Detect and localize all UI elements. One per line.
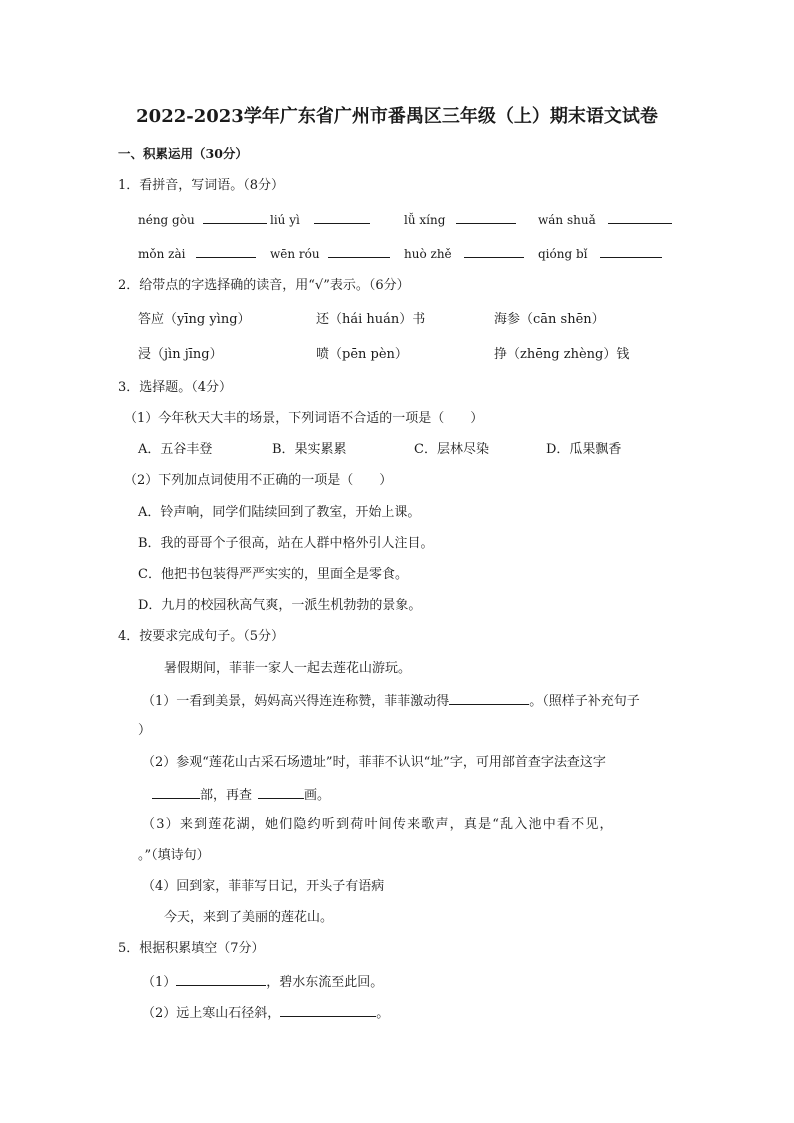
question-3-sub-2: （2）下列加点词使用不正确的一项是（ ） [124, 473, 393, 488]
pinyin-item: mǒn zài [138, 247, 186, 261]
answer-blank[interactable] [456, 210, 516, 224]
answer-blank[interactable] [176, 972, 266, 986]
q4-sentence-2b [152, 785, 330, 805]
q5-item-2 [142, 1003, 389, 1023]
answer-blank[interactable] [314, 210, 370, 224]
q4-sentence-2: （2）参观“莲花山古采石场遗址”时，菲菲不认识“址”字，可用部首查字法查这字 [142, 755, 606, 770]
q4-s1-close: ） [138, 723, 152, 738]
answer-blank[interactable] [280, 1003, 376, 1017]
pinyin-row-1 [138, 210, 267, 230]
question-3-sub-1: （1）今年秋天大丰的场景，下列词语不合适的一项是（ ） [124, 411, 484, 426]
pinyin-item: wēn róu [270, 247, 320, 261]
q4-sentence-1 [142, 691, 640, 711]
reading-choice[interactable]: 答应（yīng yìng） [138, 312, 251, 327]
q4-sentence-4b: 今天，来到了美丽的莲花山。 [164, 910, 334, 925]
q4-sentence-4: （4）回到家，菲菲写日记，开头子有语病 [142, 879, 385, 894]
page-title: 2022-2023学年广东省广州市番禺区三年级（上）期末语文试卷 [136, 106, 658, 127]
answer-blank[interactable] [328, 244, 390, 258]
answer-blank[interactable] [449, 691, 529, 705]
pinyin-row-2b [270, 244, 390, 264]
q4-s1-text: （1）一看到美景，妈妈高兴得连连称赞，菲菲激动得 [142, 694, 450, 709]
pinyin-row-2 [138, 244, 256, 264]
pinyin-row-1b [270, 210, 370, 230]
pinyin-item: néng gòu [138, 213, 195, 227]
pinyin-item: lǚ xíng [404, 213, 446, 227]
option-a[interactable]: A．铃声响，同学们陆续回到了教室，开始上课。 [138, 505, 421, 520]
answer-blank[interactable] [152, 785, 200, 799]
q5-s2-end: 。 [376, 1006, 390, 1021]
option-c[interactable]: C．层林尽染 [414, 442, 489, 457]
q5-s1-text: ，碧水东流至此回。 [266, 975, 384, 990]
reading-choice[interactable]: 还（hái huán）书 [316, 312, 426, 327]
option-d[interactable]: D．九月的校园秋高气爽，一派生机勃勃的景象。 [138, 598, 422, 613]
question-4-intro: 暑假期间，菲菲一家人一起去莲花山游玩。 [164, 661, 412, 676]
answer-blank[interactable] [608, 210, 672, 224]
option-c[interactable]: C．他把书包装得严严实实的，里面全是零食。 [138, 567, 408, 582]
q5-s1-num: （1） [142, 975, 177, 990]
section-heading-1: 一、积累运用（30分） [118, 146, 248, 161]
answer-blank[interactable] [464, 244, 524, 258]
reading-choice[interactable]: 挣（zhēng zhèng）钱 [494, 347, 630, 362]
option-d[interactable]: D．瓜果飘香 [546, 442, 622, 457]
pinyin-row-1d [538, 210, 672, 230]
q4-s2-text: 部，再查 [200, 788, 253, 803]
question-5-stem: 5．根据积累填空（7分） [118, 941, 265, 956]
pinyin-row-1c [404, 210, 516, 230]
answer-blank[interactable] [203, 210, 267, 224]
answer-blank[interactable] [196, 244, 256, 258]
pinyin-item: wán shuǎ [538, 213, 596, 227]
pinyin-item: qióng bǐ [538, 247, 588, 261]
question-4-stem: 4．按要求完成句子。（5分） [118, 629, 285, 644]
answer-blank[interactable] [258, 785, 304, 799]
pinyin-item: liú yì [270, 213, 300, 227]
option-a[interactable]: A．五谷丰登 [138, 442, 213, 457]
answer-blank[interactable] [600, 244, 662, 258]
question-1-stem: 1．看拼音，写词语。（8分） [118, 178, 285, 193]
pinyin-row-2c [404, 244, 524, 264]
q5-s2-text: （2）远上寒山石径斜， [142, 1006, 281, 1021]
reading-choice[interactable]: 喷（pēn pèn） [316, 347, 408, 362]
reading-choice[interactable]: 海参（cān shēn） [494, 312, 605, 327]
pinyin-row-2d [538, 244, 662, 264]
q4-s1-text-end: 。（照样子补充句子 [529, 694, 640, 709]
option-b[interactable]: B．我的哥哥个子很高，站在人群中格外引人注目。 [138, 536, 434, 551]
q4-s2-text-end: 画。 [304, 788, 331, 803]
q4-sentence-3b: 。”（填诗句） [138, 848, 210, 863]
question-3-stem: 3．选择题。（4分） [118, 380, 233, 395]
q4-sentence-3: （3）来到莲花湖，她们隐约听到荷叶间传来歌声，真是“乱入池中看不见， [142, 817, 614, 832]
option-b[interactable]: B．果实累累 [272, 442, 347, 457]
reading-choice[interactable]: 浸（jìn jīng） [138, 347, 223, 362]
q5-item-1 [142, 972, 383, 992]
question-2-stem: 2．给带点的字选择确的读音，用“√”表示。（6分） [118, 278, 410, 293]
pinyin-item: huò zhě [404, 247, 452, 261]
